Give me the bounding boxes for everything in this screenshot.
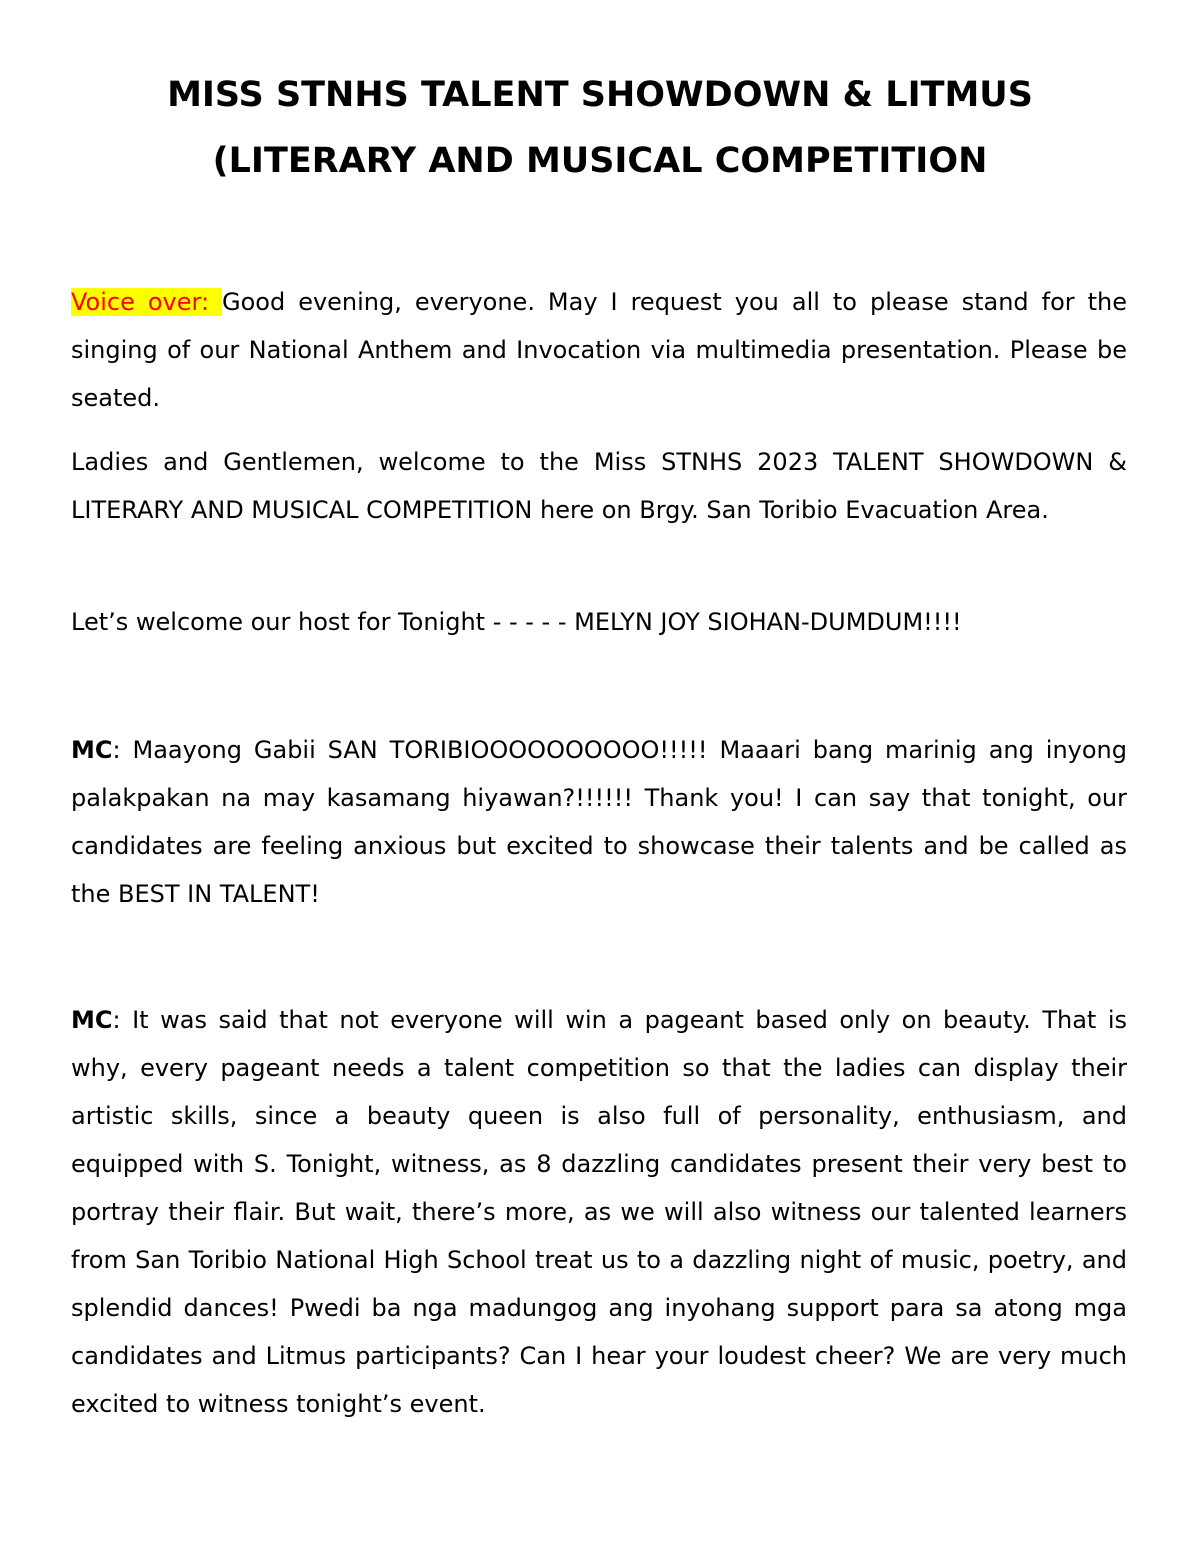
mc-paragraph-1 [71,726,1127,918]
mc-speaker-label: MC [71,736,113,764]
host-intro-paragraph: Let’s welcome our host for Tonight - - - - - MELYN JOY SIOHAN-DUMDUM!!!! [71,608,962,636]
mc-speaker-label: MC [71,1006,113,1034]
voice-over-speaker-label: Voice over: [71,288,223,316]
voice-over-paragraph [71,278,1127,422]
mc-paragraph-2-text: : It was said that not everyone will win a pageant based only on beauty. That is why, every pageant needs a talent competition so that the ladies can display their artistic skills, since a beauty queen is also full of personality, enthusiasm, and equipped with S. Tonight, witness, as 8 dazzling candidates present their very best to portray their flair. But wait, there’s more, as we will also witness our talented learners from San Toribio National High School treat us to a dazzling night of music, poetry, and splendid dances! Pwedi ba nga madungog ang inyohang support para sa atong mga candidates and Litmus participants? Can I hear your loudest cheer? We are very much excited to witness tonight’s event. [71,1006,1127,1418]
welcome-paragraph: Ladies and Gentlemen, welcome to the Miss STNHS 2023 TALENT SHOWDOWN & LITERARY AND MUSICAL COMPETITION here on Brgy. San Toribio Evacuation Area. [71,448,1127,524]
document-title-line-1: MISS STNHS TALENT SHOWDOWN & LITMUS [167,75,1033,115]
voice-over-text: Good evening, everyone. May I request you all to please stand for the singing of our National Anthem and Invocation via multimedia presentation. Please be seated. [71,288,1127,412]
document-title-line-2: (LITERARY AND MUSICAL COMPETITION [212,141,988,181]
mc-paragraph-2 [71,996,1127,1428]
mc-paragraph-1-text: : Maayong Gabii SAN TORIBIOOOOOOOOOO!!!!! Maaari bang marinig ang inyong palakpakan na may kasamang hiyawan?!!!!!! Thank you! I can say that tonight, our candidates are feeling anxious but excited to showcase their talents and be called as the BEST IN TALENT! [71,736,1127,908]
